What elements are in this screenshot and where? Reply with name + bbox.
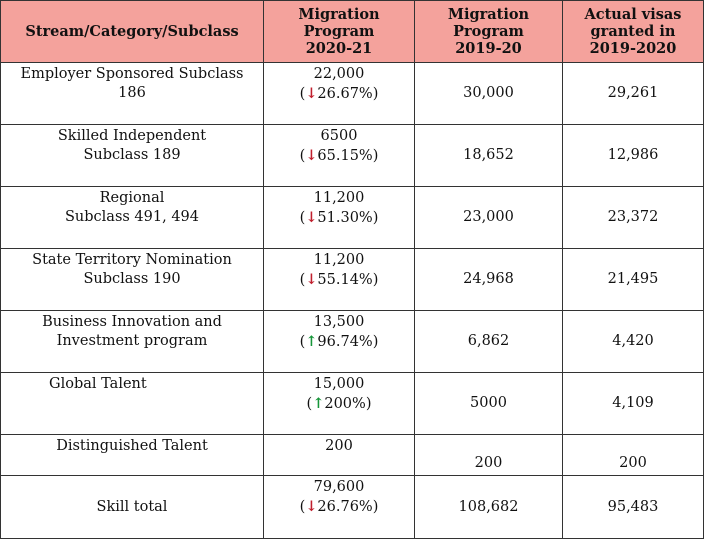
table-row — [1, 435, 704, 476]
arrow-down-icon: ↓ — [305, 209, 318, 226]
category-cell: Employer Sponsored Subclass 186 — [1, 63, 264, 125]
total-program-2019-20-cell: 108,682 — [415, 476, 563, 539]
program-2019-20-cell: 18,652 — [415, 125, 563, 187]
arrow-up-icon: ↑ — [312, 395, 325, 412]
header-program-2019-20: Migration Program 2019-20 — [415, 1, 563, 63]
table-row — [1, 249, 704, 311]
header-stream-category: Stream/Category/Subclass — [1, 1, 264, 63]
arrow-down-icon: ↓ — [305, 498, 318, 515]
table-row — [1, 373, 704, 435]
program-2019-20-cell: 6,862 — [415, 311, 563, 373]
actual-visas-cell: 23,372 — [563, 187, 704, 249]
program-2020-21-cell: 200 — [264, 435, 415, 476]
category-cell: Global Talent — [1, 373, 264, 435]
category-cell: Skilled Independent Subclass 189 — [1, 125, 264, 187]
arrow-down-icon: ↓ — [305, 85, 318, 102]
program-2019-20-cell: 5000 — [415, 373, 563, 435]
table-row — [1, 311, 704, 373]
total-category-cell: Skill total — [1, 476, 264, 539]
total-program-2020-21-cell: 79,600 (↓26.76%) — [264, 476, 415, 539]
actual-visas-cell: 4,420 — [563, 311, 704, 373]
arrow-up-icon: ↑ — [305, 333, 318, 350]
actual-visas-cell: 4,109 — [563, 373, 704, 435]
arrow-down-icon: ↓ — [305, 271, 318, 288]
category-cell: Business Innovation and Investment program — [1, 311, 264, 373]
actual-visas-cell: 200 — [563, 435, 704, 476]
program-2020-21-cell: 15,000 (↑200%) — [264, 373, 415, 435]
program-2020-21-cell: 22,000 (↓26.67%) — [264, 63, 415, 125]
header-actual-visas: Actual visas granted in 2019-2020 — [563, 1, 704, 63]
program-2019-20-cell: 23,000 — [415, 187, 563, 249]
arrow-down-icon: ↓ — [305, 147, 318, 164]
program-2019-20-cell: 200 — [415, 435, 563, 476]
total-row — [1, 476, 704, 539]
category-cell: Distinguished Talent — [1, 435, 264, 476]
category-cell: Regional Subclass 491, 494 — [1, 187, 264, 249]
program-2020-21-cell: 13,500 (↑96.74%) — [264, 311, 415, 373]
actual-visas-cell: 29,261 — [563, 63, 704, 125]
actual-visas-cell: 12,986 — [563, 125, 704, 187]
actual-visas-cell: 21,495 — [563, 249, 704, 311]
program-2020-21-cell: 11,200 (↓51.30%) — [264, 187, 415, 249]
category-cell: State Territory Nomination Subclass 190 — [1, 249, 264, 311]
program-2020-21-cell: 6500 (↓65.15%) — [264, 125, 415, 187]
program-2020-21-cell: 11,200 (↓55.14%) — [264, 249, 415, 311]
header-program-2020-21: Migration Program 2020-21 — [264, 1, 415, 63]
table-row — [1, 125, 704, 187]
header-row — [1, 1, 704, 63]
table-row — [1, 187, 704, 249]
total-actual-visas-cell: 95,483 — [563, 476, 704, 539]
program-2019-20-cell: 24,968 — [415, 249, 563, 311]
table-row — [1, 63, 704, 125]
program-2019-20-cell: 30,000 — [415, 63, 563, 125]
